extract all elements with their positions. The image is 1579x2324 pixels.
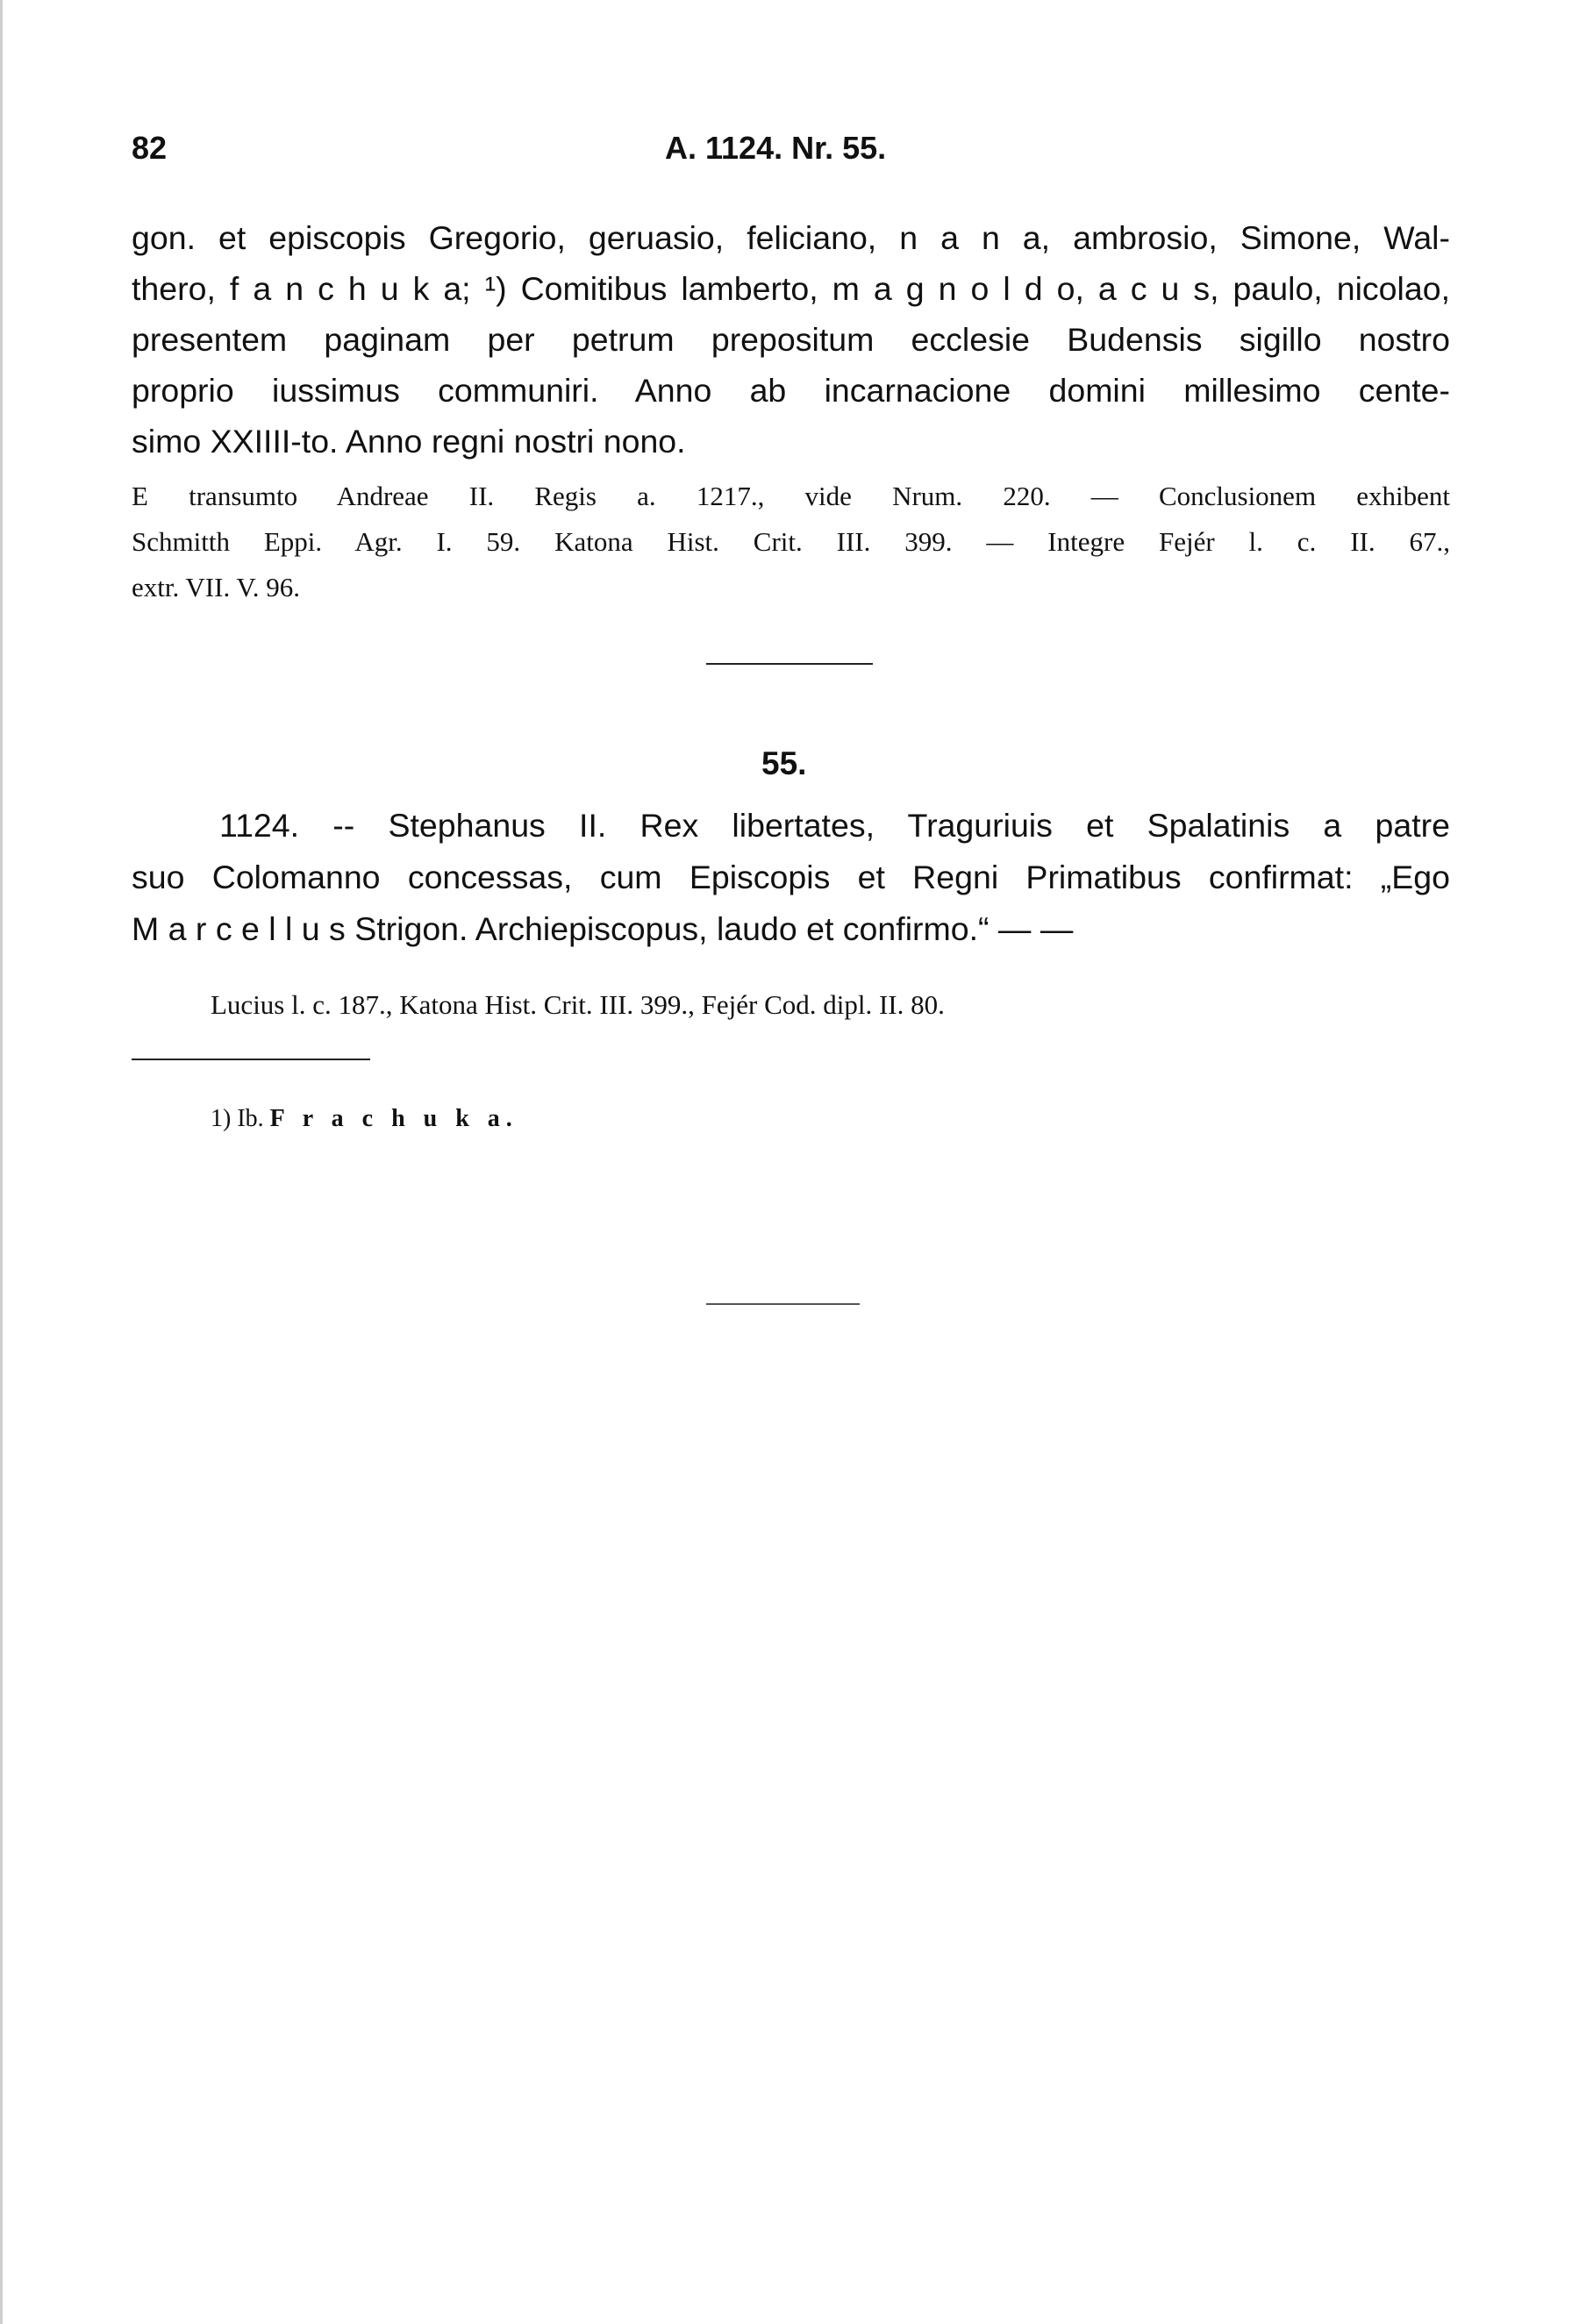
running-title: A. 1124. Nr. 55.: [665, 130, 887, 166]
text-line: presentem paginam per petrum prepositum ecclesie Budensis sigillo nostro: [132, 321, 1450, 358]
footnote-marker: 1) Ib.: [211, 1105, 264, 1132]
source-citation-2: Lucius l. c. 187., Katona Hist. Crit. III. 399., Fejér Cod. dipl. II. 80.: [211, 989, 945, 1020]
document-paragraph-continuation: [132, 212, 1450, 467]
page-header: [132, 130, 1447, 174]
citation-line: Schmitth Eppi. Agr. I. 59. Katona Hist. Crit. III. 399. — Integre Fejér l. c. II. 67.,: [132, 526, 1450, 557]
text-line: proprio iussimus communiri. Anno ab incarnacione domini millesimo cente-: [132, 372, 1450, 409]
citation-line: extr. VII. V. 96.: [132, 572, 301, 602]
text-line: suo Colomanno concessas, cum Episcopis et Regni Primatibus confirmat: „Ego: [132, 859, 1450, 895]
section-divider: [706, 663, 873, 665]
footnote-text: F r a c h u k a.: [269, 1105, 518, 1132]
page-number: 82: [132, 130, 168, 166]
text-line: simo XXIIII-to. Anno regni nostri nono.: [132, 423, 686, 460]
text-line: thero, f a n c h u k a; ¹) Comitibus lamberto, m a g n o l d o, a c u s, paulo, nicolao,: [132, 270, 1450, 307]
text-line: gon. et episcopis Gregorio, geruasio, feliciano, n a n a, ambrosio, Simone, Wal-: [132, 219, 1450, 256]
text-line: 1124. -- Stephanus II. Rex libertates, Traguriuis et Spalatinis a patre: [219, 807, 1450, 844]
footnote: [211, 1105, 518, 1133]
footnote-divider: [132, 1059, 370, 1060]
document-regest: [132, 800, 1450, 955]
end-divider: [706, 1303, 860, 1305]
text-line: M a r c e l l u s Strigon. Archiepiscopus, laudo et confirmo.“ — —: [132, 910, 1074, 947]
source-citation: [132, 474, 1450, 610]
document-number: 55.: [761, 745, 807, 781]
page-edge: [0, 0, 3, 2324]
citation-line: E transumto Andreae II. Regis a. 1217., vide Nrum. 220. — Conclusionem exhibent: [132, 481, 1450, 511]
